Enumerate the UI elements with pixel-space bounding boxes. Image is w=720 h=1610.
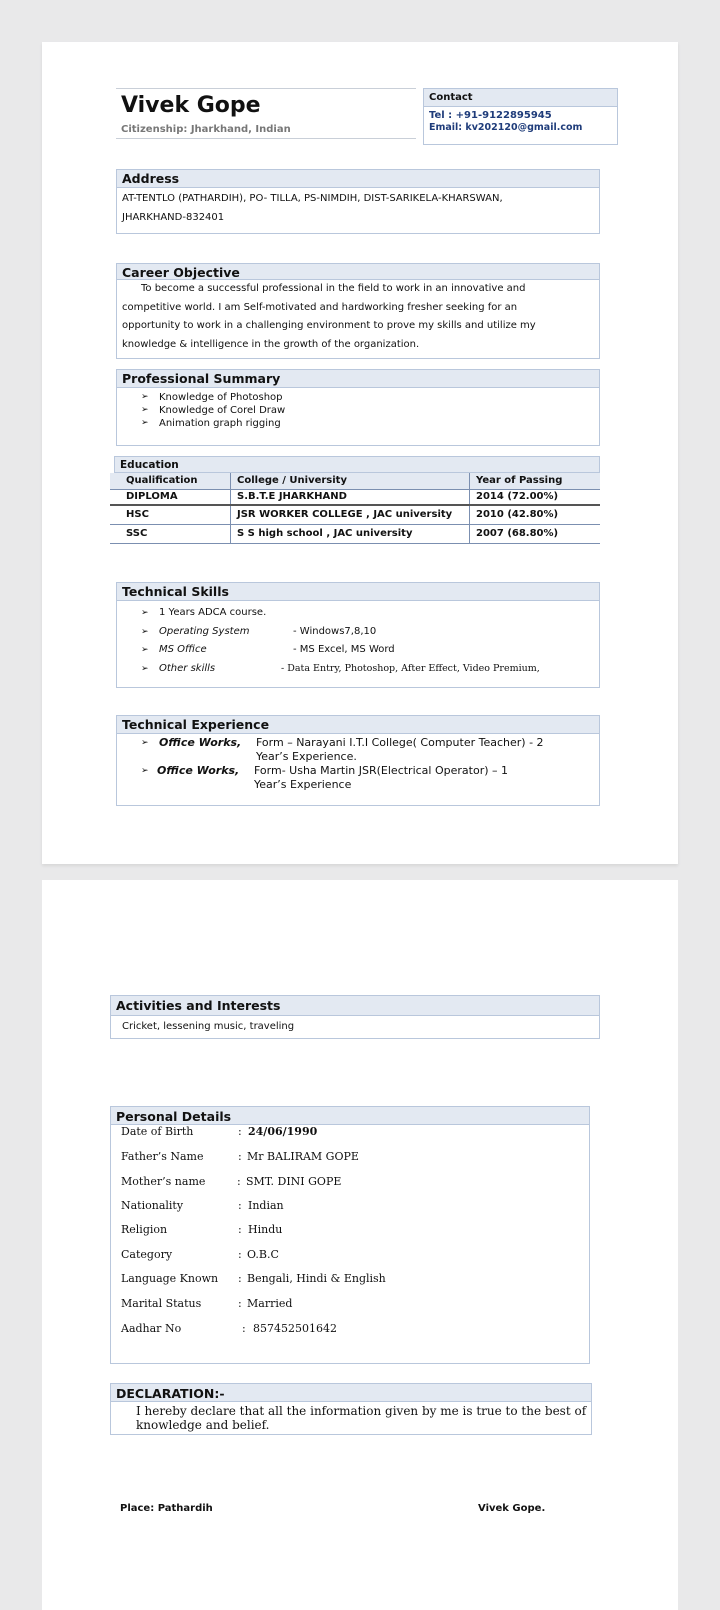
- arrow-bullet-icon: ➢: [141, 405, 149, 415]
- contact-phone: Tel : +91-9122895945: [429, 110, 552, 121]
- personal-row: Religion : Hindu: [121, 1223, 283, 1236]
- professional-summary-title: Professional Summary: [117, 370, 599, 388]
- technical-skills-title: Technical Skills: [117, 583, 599, 601]
- objective-line-4: knowledge & intelligence in the growth of the organization.: [122, 338, 420, 350]
- arrow-bullet-icon: ➢: [141, 738, 149, 748]
- address-line-1: AT-TENTLO (PATHARDIH), PO- TILLA, PS-NIMDIH, DIST-SARIKELA-KHARSWAN,: [122, 193, 503, 204]
- contact-title: Contact: [424, 89, 617, 107]
- skill-item: ➢ Operating System - Windows7,8,10: [117, 623, 599, 642]
- contact-box: [423, 88, 618, 145]
- declaration-section: [110, 1383, 592, 1435]
- citizenship-text: Citizenship: Jharkhand, Indian: [121, 124, 291, 135]
- education-section: [114, 456, 600, 473]
- objective-line-3: opportunity to work in a challenging environment to prove my skills and utilize my: [122, 320, 536, 331]
- signature-name: Vivek Gope.: [478, 1503, 546, 1514]
- arrow-bullet-icon: ➢: [141, 645, 149, 655]
- technical-experience-title: Technical Experience: [117, 716, 599, 734]
- address-line-2: JHARKHAND-832401: [122, 212, 225, 223]
- arrow-bullet-icon: ➢: [141, 392, 149, 402]
- header-top-rule: [116, 88, 416, 89]
- professional-summary-section: [116, 369, 600, 446]
- header-year: Year of Passing: [476, 475, 563, 487]
- arrow-bullet-icon: ➢: [141, 663, 149, 674]
- education-title: Education: [114, 456, 600, 473]
- arrow-bullet-icon: ➢: [141, 766, 149, 776]
- summary-item: ➢ Knowledge of Corel Draw: [141, 405, 286, 416]
- address-title: Address: [117, 170, 599, 188]
- experience-item: ➢ Office Works, Form – Narayani I.T.I College( Computer Teacher) - 2 Year’s Experience.: [141, 736, 544, 763]
- skill-item: ➢ 1 Years ADCA course.: [117, 604, 599, 623]
- contact-email: Email: kv202120@gmail.com: [429, 122, 583, 133]
- personal-row: Nationality : Indian: [121, 1199, 284, 1212]
- place-text: Place: Pathardih: [120, 1503, 213, 1514]
- declaration-title: DECLARATION:-: [111, 1384, 591, 1402]
- summary-item: ➢ Animation graph rigging: [141, 418, 281, 429]
- technical-skills-section: [116, 582, 600, 688]
- candidate-name: Vivek Gope: [121, 93, 261, 118]
- activities-section: [110, 995, 600, 1039]
- declaration-line-1: I hereby declare that all the information given by me is true to the best of: [136, 1404, 587, 1418]
- education-table: [110, 473, 600, 544]
- personal-details-title: Personal Details: [111, 1107, 589, 1125]
- personal-row: Category : O.B.C: [121, 1248, 279, 1261]
- skill-item: ➢ MS Office - MS Excel, MS Word: [117, 641, 599, 660]
- personal-details-section: [110, 1106, 590, 1364]
- personal-row: Father’s Name : Mr BALIRAM GOPE: [121, 1150, 359, 1163]
- skill-item: ➢ Other skills - Data Entry, Photoshop, After Effect, Video Premium,: [117, 660, 599, 679]
- summary-item: ➢ Knowledge of Photoshop: [141, 392, 283, 403]
- education-header-row: [110, 473, 600, 489]
- personal-row: Marital Status : Married: [121, 1297, 293, 1310]
- career-objective-title: Career Objective: [117, 264, 599, 280]
- experience-item: ➢ Office Works, Form- Usha Martin JSR(Electrical Operator) – 1 Year’s Experience: [141, 764, 508, 791]
- declaration-line-2: knowledge and belief.: [136, 1418, 270, 1432]
- personal-row: Aadhar No : 857452501642: [121, 1322, 337, 1335]
- resume-page-2: [42, 880, 678, 1610]
- arrow-bullet-icon: ➢: [141, 418, 149, 428]
- address-section: [116, 169, 600, 234]
- table-row: SSC S S high school , JAC university 2007 (68.80%): [110, 524, 600, 543]
- objective-line-2: competitive world. I am Self-motivated and hardworking fresher seeking for an: [122, 301, 518, 313]
- header-college: College / University: [231, 473, 470, 489]
- objective-line-1: To become a successful professional in the field to work in an innovative and: [141, 283, 526, 294]
- activities-text: Cricket, lessening music, traveling: [122, 1021, 295, 1032]
- arrow-bullet-icon: ➢: [141, 626, 149, 637]
- arrow-bullet-icon: ➢: [141, 608, 149, 618]
- header-bottom-rule: [116, 138, 416, 139]
- header-qualification: Qualification: [110, 473, 231, 489]
- career-objective-section: [116, 263, 600, 359]
- technical-experience-section: [116, 715, 600, 806]
- resume-page-1: [42, 42, 678, 864]
- table-row: DIPLOMA S.B.T.E JHARKHAND 2014 (72.00%): [110, 489, 600, 505]
- table-row: HSC JSR WORKER COLLEGE , JAC university 2010 (42.80%): [110, 505, 600, 524]
- personal-row: Date of Birth : 24/06/1990: [121, 1125, 318, 1138]
- personal-row: Mother’s name : SMT. DINI GOPE: [121, 1175, 342, 1188]
- activities-title: Activities and Interests: [111, 996, 599, 1016]
- personal-row: Language Known : Bengali, Hindi & English: [121, 1272, 386, 1285]
